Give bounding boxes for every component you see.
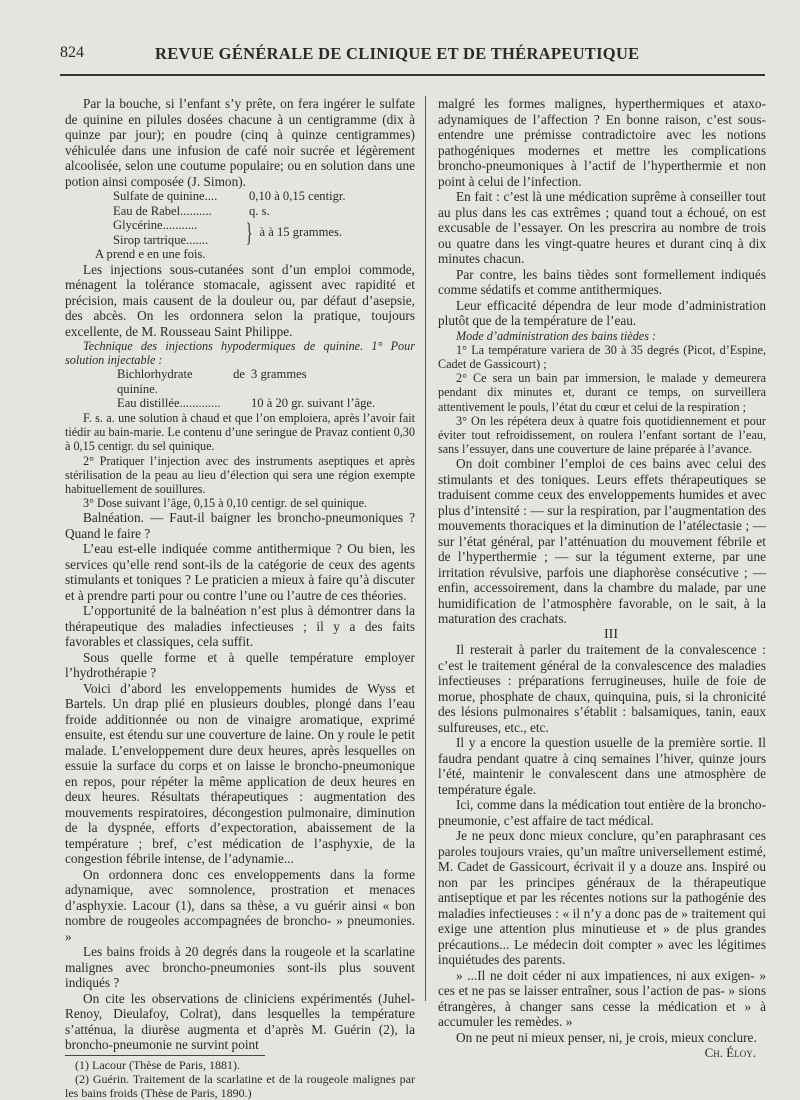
formula-dose: q. s. — [249, 203, 270, 218]
formula-dose: 0,10 à 0,15 centigr. — [249, 189, 346, 203]
page-number: 824 — [60, 44, 84, 61]
paragraph: malgré les formes malignes, hyperthermiques et ataxo-adynamiques de l’affection ? En bonne raison, c’est sous-entendre une prémisse contradictoire avec les notions pathogéniques modernes et mettre les complications broncho-pneumoniques à l’actif de l’hyperthermie et non point à celui de l’infection. — [438, 96, 766, 189]
running-title: REVUE GÉNÉRALE DE CLINIQUE ET DE THÉRAPEUTIQUE — [155, 44, 640, 63]
formula-note: A prend e en une fois. — [95, 247, 206, 261]
subheading: Mode d’administration des bains tièdes : — [456, 328, 657, 343]
paragraph: Les injections sous-cutanées sont d’un emploi commode, ménagent la tolérance stomacale, agissent avec rapidité et précision, mais causent de la douleur ou, par défaut d’asepsie, des abcès. On les ordonnera selon la pratique, toujours excellente, de M. Rousseau Saint Philippe. — [65, 261, 415, 339]
paragraph: F. s. a. une solution à chaud et que l’on emploiera, après l’avoir fait tiédir au bain-marie. Le contenu d’une seringue de Pravaz contient 0,30 à 0,15 centigr. du sel quinique. — [65, 410, 415, 454]
page-header — [60, 42, 766, 72]
footnote: (1) Lacour (Thèse de Paris, 1881). — [75, 1057, 240, 1072]
formula-dose: 10 à 20 gr. suivant l’âge. — [251, 396, 376, 411]
quinine-potion-formula — [65, 189, 415, 262]
paragraph: 2° Pratiquer l’injection avec des instruments aseptiques et après stérilisation de la peau au lieu d’élection qui sera une région exempte habituellement de souillures. — [65, 453, 415, 496]
paragraph: Les bains froids à 20 degrés dans la rougeole et la scarlatine malignes avec broncho-pneumonies sont-ils plus souvent indiqués ? — [65, 944, 415, 991]
footnote-rule — [65, 1055, 265, 1056]
technique-heading: Technique des injections hypodermiques de quinine. 1° Pour solution injectable : — [65, 339, 415, 368]
footnote: (2) Guérin. Traitement de la scarlatine et de la rougeole malignes par les bains froids (Thèse de Paris, 1890.) — [65, 1071, 415, 1100]
column-divider — [425, 96, 426, 1001]
formula-ingredient: Eau de Rabel.......... — [113, 203, 212, 218]
formula-ingredient: Eau distillée............. — [117, 396, 221, 411]
injection-formula — [65, 367, 415, 411]
author-signature: Ch. Éloy. — [704, 1045, 756, 1061]
formula-ingredient: Sirop tartrique....... — [113, 232, 209, 247]
formula-ingredient: Glycérine........... — [113, 218, 198, 232]
formula-dose: à à 15 grammes. — [259, 225, 343, 240]
paragraph: Il resterait à parler du traitement de la convalescence : c’est le traitement général de la convalescence des maladies infectieuses : préparations ferrugineuses, huile de foie de morue, phosphate de chaux, quinquina, puis, si la chronicité des lésions pulmonaires s’établit : balsamiques, tanin, eaux sulfureuses, etc., etc. — [438, 642, 766, 735]
formula-ingredient: Bichlorhydrate de quinine. — [117, 367, 245, 396]
formula-ingredient: Sulfate de quinine.... — [113, 189, 218, 203]
paragraph: On cite les observations de cliniciens expérimentés (Juhel-Renoy, Dieulafoy, Colrat), dans lesquelles la température s’atténua, la diurèse augmenta et d’après M. Guérin (2), la broncho-pneumonie ne survint point — [65, 990, 415, 1053]
footnotes — [65, 1058, 415, 1100]
paragraph: Sous quelle forme et à quelle température employer l’hydrothérapie ? — [65, 649, 415, 681]
paragraph: On ne peut ni mieux penser, ni, je crois, mieux conclure. — [456, 1029, 757, 1045]
paragraph: En fait : c’est là une médication suprême à conseiller tout au plus dans les cas extrêmes ; quand tout a échoué, on est excusable de l’essayer. On les prescrira au nombre de trois ou quatre dans les vingt-quatre heures et durant cinq à dix minutes chacun. — [438, 189, 766, 266]
paragraph: Il y a encore la question usuelle de la première sortie. Il faudra pendant quatre à cinq semaines l’hiver, quinze jours l’été, maintenir le convalescent dans une atmosphère de température égale. — [438, 735, 766, 797]
paragraph: Voici d’abord les enveloppements humides de Wyss et Bartels. Un drap plié en plusieurs doubles, plongé dans l’eau froide additionnée ou non de vinaigre aromatique, exprimé ensuite, est étendu sur une couverture de laine. On y roule le petit malade. L’enveloppement dure deux heures, après lesquelles on essuie la surface du corps et on laisse le broncho-pneumonique en repos, pour répéter la même application de deux heures en deux heures. Résultats thérapeutiques : augmentation des mouvements respiratoires, décongestion pulmonaire, diminution de la dyspnée, efforts d’expectoration, abaissement de la température ; bref, c’est médication de l’asphyxie, de la congestion fébrile intense, de l’adynamie... — [65, 680, 415, 867]
paragraph: Par la bouche, si l’enfant s’y prête, on fera ingérer le sulfate de quinine en pilules dosées chacune à un centigramme (dix à quinze par jour); en poudre (cinq à quinze centigrammes) véhiculée dans une infusion de café noir sucrée et légèrement alcoolisée, selon une coutume populaire; ou en solution dans une potion ainsi composée (J. Simon). — [65, 96, 415, 189]
paragraph: » ...Il ne doit céder ni aux impatiences, ni aux exigen- » ces et ne pas se laisser entraîner, sous l’action de pas- » sions étrangères, à changer sans cesse la médication et » à accumuler les remèdes. » — [438, 967, 766, 1030]
formula-dose: 3 grammes — [251, 367, 307, 382]
paragraph: L’eau est-elle indiquée comme antithermique ? Ou bien, les services qu’elle rend sont-ils de la catégorie de ceux des agents stimulants et toniques ? Le praticien a mieux à faire qu’à discuter et à prendre parti pour ou contre l’une ou l’autre de ces théories. — [65, 541, 415, 603]
paragraph: 2° Ce sera un bain par immersion, le malade y demeurera pendant dix minutes et, durant ce temps, on surveillera attentivement le pouls, l’état du cœur et celui de la respiration ; — [438, 371, 766, 414]
paragraph: Je ne peux donc mieux conclure, qu’en paraphrasant ces paroles toujours vraies, qu’un maître universellement estimé, M. Cadet de Gassicourt, écrivait il y a douze ans. Inspiré ou non par les principes généraux de la thérapeutique antiseptique et par les récentes notions sur la pathogénie des maladies infectieuses : « il n’y a donc pas de » traitement qui exige une attention plus minutieuse et » de plus grandes précautions... Le médecin doit compter » avec les légitimes inquiétudes des parents. — [438, 828, 766, 968]
header-rule — [60, 74, 765, 76]
paragraph: On doit combiner l’emploi de ces bains avec celui des stimulants et des toniques. Leurs effets thérapeutiques se traduisent comme ceux des enveloppements humides et avec plus d’intensité : — sur la respiration, par l’augmentation des mouvements thoraciques et la diminution de l’atélectasie ; — sur l’état général, par l’atténuation du mouvement fébrile et de l’hyperthermie ; — sur la tégument externe, par une irritation révulsive, parfois une diaphorèse consécutive ; — enfin, accessoirement, dans la chambre du malade, par une humidification de l’atmosphère favorable, on le sait, à la maturation des crachats. — [438, 456, 766, 627]
brace: } — [245, 217, 253, 247]
section-heading-balneation: Balnéation. — Faut-il baigner les broncho-pneumoniques ? Quand le faire ? — [65, 510, 415, 541]
paragraph: L’opportunité de la balnéation n’est plus à démontrer dans la thérapeutique des maladies infectieuses ; il y a des faits favorables et classiques, cela suffit. — [65, 603, 415, 650]
paragraph: Ici, comme dans la médication tout entière de la broncho-pneumonie, c’est affaire de tact médical. — [438, 797, 766, 828]
paragraph: 3° On les répétera deux à quatre fois quotidiennement et pour éviter tout refroidissement, on roulera l’enfant sortant de l’eau, sans l’essuyer, dans une couverture de laine préparée à l’avance. — [438, 413, 766, 457]
paragraph: On ordonnera donc ces enveloppements dans la forme adynamique, avec somnolence, prostration et menaces d’asphyxie. Lacour (1), dans sa thèse, a vu guérir ainsi « bon nombre de rougeoles accompagnées de broncho- » pneumonies. » — [65, 866, 415, 944]
paragraph: 3° Dose suivant l’âge, 0,15 à 0,10 centigr. de sel quinique. — [83, 496, 368, 511]
left-column — [65, 96, 415, 1100]
paragraph: 1° La température variera de 30 à 35 degrés (Picot, d’Espine, Cadet de Gassicourt) ; — [438, 342, 766, 371]
paragraph: Par contre, les bains tièdes sont formellement indiqués comme sédatifs et comme antithermiques. — [438, 266, 766, 297]
right-column — [438, 96, 766, 1061]
section-number: III — [604, 626, 618, 642]
paragraph: Leur efficacité dépendra de leur mode d’administration plutôt que de la température de l’eau. — [438, 297, 766, 328]
